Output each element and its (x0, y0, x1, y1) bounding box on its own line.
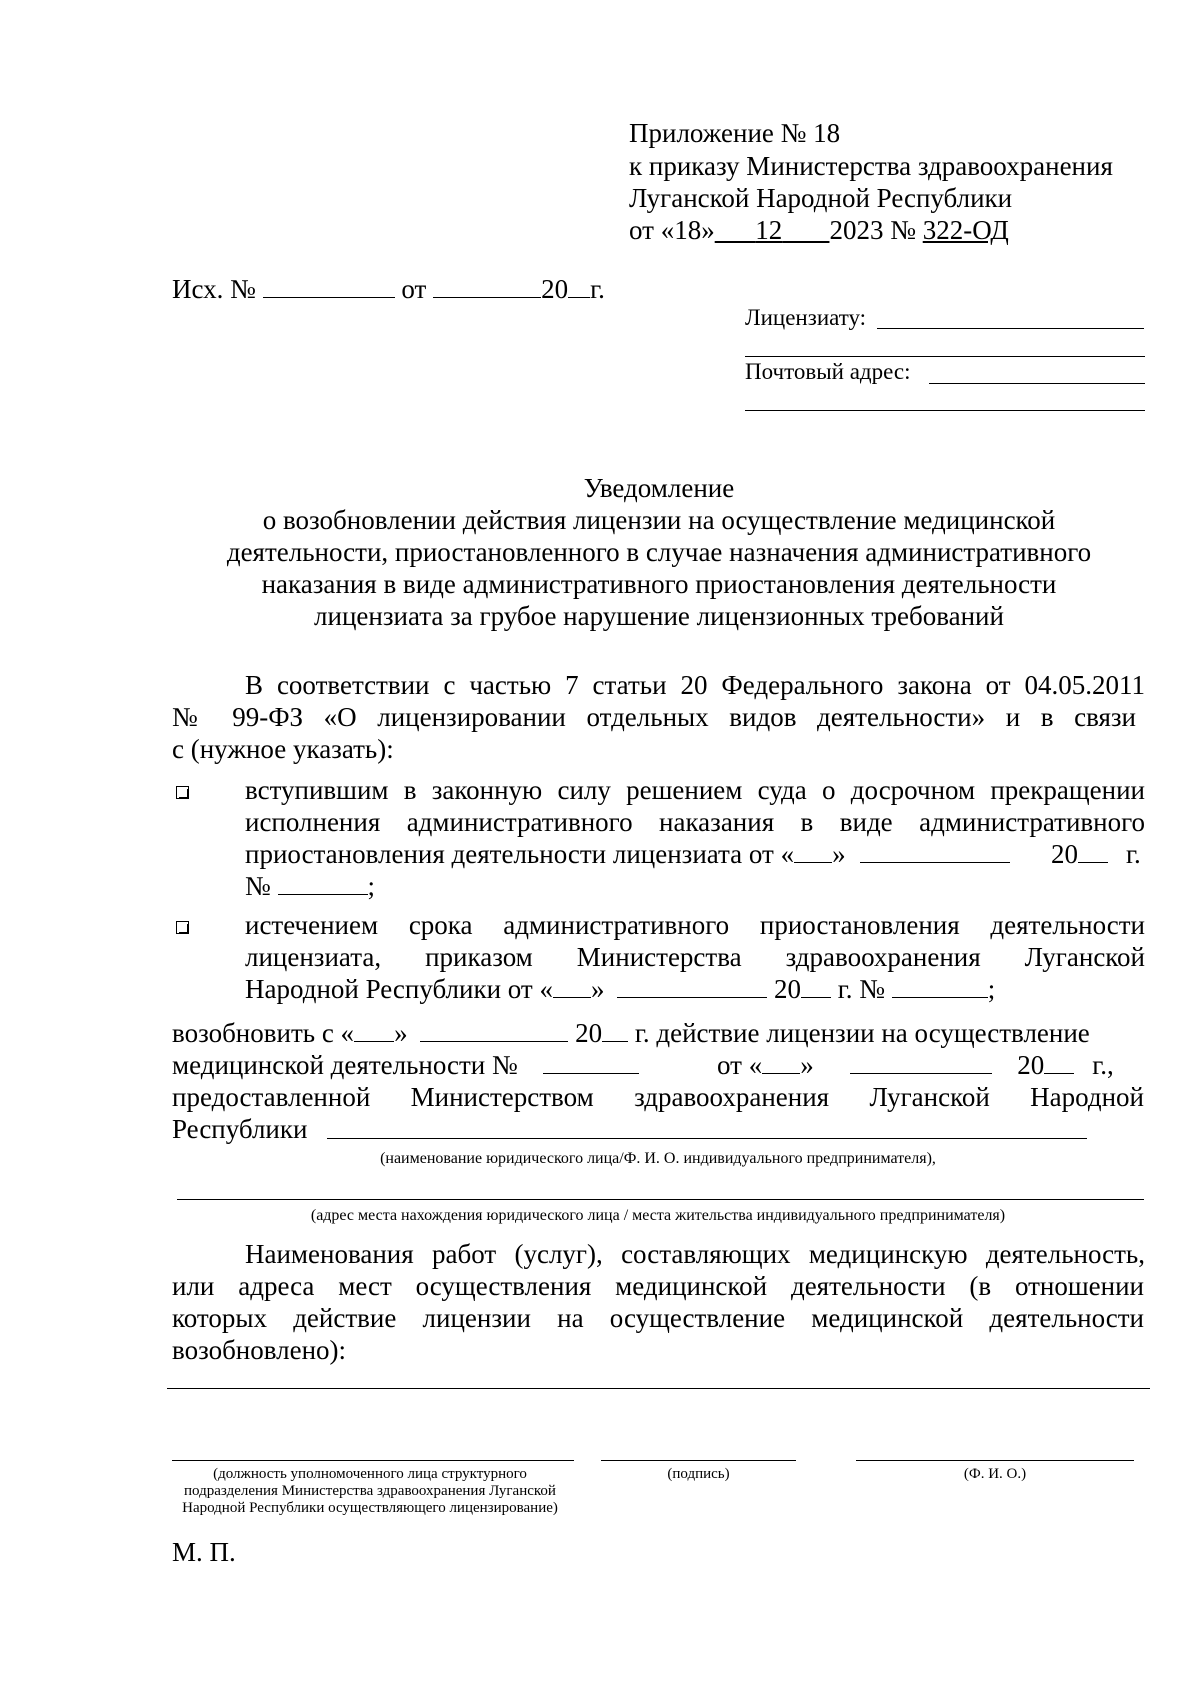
works-paragraph-line1: Наименования работ (услуг), составляющих медицинскую деятельность, (245, 1239, 1145, 1269)
outgoing-number-field[interactable] (263, 277, 395, 298)
appendix-date-line (629, 214, 1009, 246)
resume-line2-left: медицинской деятельности № (172, 1049, 639, 1081)
licensee-name-caption: (наименование юридического лица/Ф. И. О. индивидуального предпринимателя), (380, 1150, 936, 1167)
appendix-republic: Луганской Народной Республики (629, 183, 1013, 213)
appendix-date-month: 12 (755, 215, 783, 245)
works-paragraph-line2: или адреса мест осуществления медицинской деятельности (в отношении (172, 1271, 1144, 1301)
appendix-date-prefix: от «18» (629, 215, 715, 245)
resume-month-field[interactable] (420, 1021, 568, 1042)
court-day-field[interactable] (794, 842, 832, 863)
court-number-field[interactable] (278, 874, 368, 895)
court-month-field[interactable] (860, 842, 1010, 863)
signature-field[interactable] (601, 1460, 796, 1461)
postal-address-field-line2[interactable] (745, 410, 1145, 411)
license-year-field[interactable] (1044, 1053, 1074, 1074)
outgoing-label: Исх. № (172, 274, 256, 304)
licensee-address-caption: (адрес места нахождения юридического лица / места жительства индивидуального предпринимателя) (310, 1207, 1006, 1224)
appendix-number: Приложение № 18 (629, 118, 841, 148)
licensee-address-field[interactable] (177, 1199, 1144, 1200)
license-number-field[interactable] (543, 1053, 639, 1074)
option-expiry-line3: Народной Республики от « » 20 г. № ; (245, 974, 996, 1004)
option-expiry-line1: истечением срока административного приостановления деятельности (245, 910, 1145, 940)
option-court-line4: № ; (245, 871, 376, 901)
option-court-line1: вступившим в законную силу решением суда о досрочном прекращении (245, 775, 1145, 805)
resume-day-field[interactable] (354, 1021, 394, 1042)
licensee-label: Лицензиату: (745, 305, 867, 330)
notice-heading: Уведомление (583, 473, 735, 503)
notice-subtitle-3: наказания в виде административного приостановления деятельности (261, 569, 1057, 599)
position-caption: (должность уполномоченного лица структурного подразделения Министерства здравоохранения Луганской Народной Республики осуществляющего лицензирование) (182, 1466, 558, 1516)
licensee-name-field[interactable] (327, 1138, 1087, 1139)
resume-line1: возобновить с « » 20 г. действие лицензии на осуществление (172, 1018, 1090, 1048)
expiry-order-number-field[interactable] (892, 977, 988, 998)
appendix-order-number: 322-ОД (922, 215, 1009, 245)
option-court-line3: приостановления деятельности лицензиата от « » (245, 838, 1010, 870)
outgoing-year-suffix: г. (590, 274, 605, 304)
appendix-date-year: 2023 № (829, 215, 916, 245)
resume-year-field[interactable] (602, 1021, 628, 1042)
expiry-year-field[interactable] (801, 977, 831, 998)
notice-subtitle-1: о возобновлении действия лицензии на осуществление медицинской (262, 505, 1056, 535)
outgoing-from: от (401, 274, 427, 304)
licensee-field[interactable] (877, 328, 1144, 329)
resume-line3: предоставленной Министерством здравоохранения Луганской Народной (172, 1082, 1144, 1112)
outgoing-year: 20 (541, 274, 569, 304)
notice-subtitle-4: лицензиата за грубое нарушение лицензионных требований (314, 601, 1004, 631)
expiry-day-field[interactable] (553, 977, 591, 998)
paragraph-law-reference-3: с (нужное указать): (172, 734, 394, 764)
postal-address-field[interactable] (929, 383, 1145, 384)
paragraph-law-reference-2: № 99-ФЗ «О лицензировании отдельных видов деятельности» и в связи (172, 702, 1136, 732)
option-expiry-line2: лицензиата, приказом Министерства здравоохранения Луганской (245, 942, 1145, 972)
paragraph-law-reference-1: В соответствии с частью 7 статьи 20 Федерального закона от 04.05.2011 (245, 670, 1145, 700)
expiry-month-field[interactable] (617, 977, 767, 998)
licensee-field-line2[interactable] (745, 356, 1145, 357)
position-field[interactable] (172, 1460, 574, 1461)
outgoing-year-field[interactable] (568, 277, 590, 298)
full-name-field[interactable] (856, 1460, 1134, 1461)
outgoing-number-line (172, 273, 605, 305)
checkbox-term-expiry[interactable] (176, 921, 189, 934)
appendix-order-ref: к приказу Министерства здравоохранения (629, 151, 1113, 181)
resume-line4: Республики (172, 1114, 308, 1144)
works-paragraph-line3: которых действие лицензии на осуществление медицинской деятельности (172, 1303, 1144, 1333)
license-day-field[interactable] (762, 1053, 800, 1074)
court-year-field[interactable] (1078, 842, 1108, 863)
license-month-field[interactable] (850, 1053, 992, 1074)
resume-line2-right: от « » 20 г., (717, 1050, 1114, 1080)
option-court-line2: исполнения административного наказания в виде административного (245, 807, 1145, 837)
checkbox-court-decision[interactable] (176, 786, 189, 799)
option-court-year: 20 г. (1051, 839, 1141, 869)
signature-caption: (подпись) (667, 1466, 730, 1482)
notice-subtitle-2: деятельности, приостановленного в случае назначения административного (226, 537, 1092, 567)
stamp-place: М. П. (172, 1537, 236, 1567)
works-list-field[interactable] (167, 1388, 1150, 1389)
works-paragraph-line4: возобновлено): (172, 1335, 347, 1365)
outgoing-date-field[interactable] (433, 277, 541, 298)
postal-address-label: Почтовый адрес: (745, 359, 911, 384)
full-name-caption: (Ф. И. О.) (963, 1466, 1027, 1482)
